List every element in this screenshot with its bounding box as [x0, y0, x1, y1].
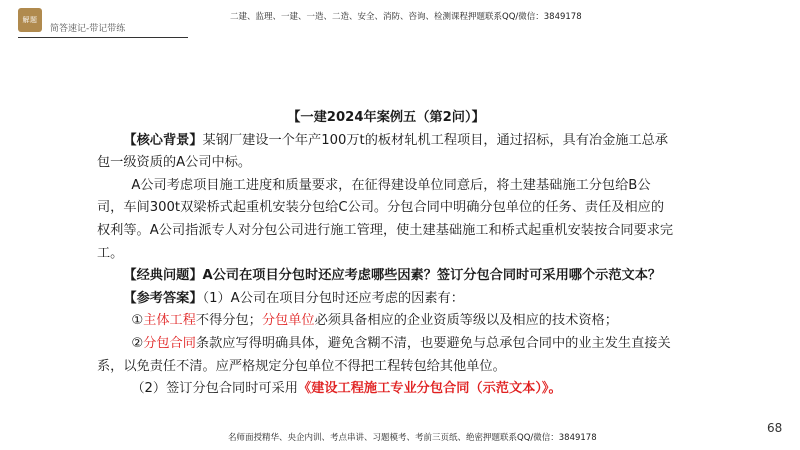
- highlight-term: 分包合同: [143, 335, 196, 351]
- highlight-term: 分包单位: [261, 313, 315, 329]
- background-text-2: A公司考虑项目施工进度和质量要求，在征得建设单位同意后，将土建基础施工分包给B公司，车间300t双梁桥式起重机安装分包给C公司。分包合同中明确分包单位的任务、责任及相应的权利等。A公司指派专人对分包公司进行施工管理，使土建基础施工和桥式起重机安装按合同要求完工。: [97, 177, 674, 261]
- footer-banner: 名师面授精华、央企内训、考点串讲、习题模考、考前三页纸、绝密押题联系QQ/微信：3849178: [228, 433, 597, 443]
- background-paragraph-2: [97, 175, 675, 265]
- item-text: 必须具备相应的企业资质等级以及相应的技术资格；: [314, 313, 618, 329]
- item-text: 不得分包；: [195, 313, 262, 329]
- item-text: 条款应写得明确具体，避免含糊不清，也要避免与总承包合同中的业主发生直接关系，以免责任不清。应严格规定分包单位不得把工程转包给其他单位。: [97, 335, 671, 374]
- header-banner: 二建、监理、一建、一造、二造、安全、消防、咨询、检测课程押题联系QQ/微信：3849178: [230, 12, 582, 22]
- brand-logo: 解题: [18, 8, 42, 32]
- slide-content: [97, 107, 675, 401]
- brand-name: 简答速记-带记带练: [50, 24, 126, 34]
- answer-part-2: [97, 378, 675, 401]
- answer-item-1: [97, 310, 675, 333]
- item-number: ②: [131, 335, 144, 351]
- background-text: 某钢厂建设一个年产100万t的板材轧机工程项目，通过招标，具有冶金施工总承包一级资质的A公司中标。: [97, 132, 669, 171]
- part2-suffix: 。: [548, 381, 562, 397]
- question-paragraph: [97, 265, 675, 288]
- model-text-name: 《建设工程施工专业分包合同（示范文本）》: [297, 381, 549, 397]
- item-number: ①: [131, 313, 144, 329]
- part2-prefix: （2）签订分包合同时可采用: [131, 381, 298, 397]
- highlight-term: 主体工程: [143, 313, 196, 329]
- background-paragraph: [97, 130, 675, 175]
- case-title: 【一建2024年案例五（第2问）】: [287, 110, 485, 125]
- answer-item-2: [97, 333, 675, 378]
- background-label: 【核心背景】: [123, 132, 203, 148]
- answer-label: 【参考答案】: [123, 290, 203, 306]
- question-label: 【经典问题】: [123, 268, 203, 284]
- question-text: A公司在项目分包时还应考虑哪些因素？签订分包合同时可采用哪个示范文本？: [202, 268, 662, 284]
- answer-intro-paragraph: [97, 288, 675, 311]
- page-number: 68: [767, 421, 783, 435]
- header-divider: [18, 37, 188, 38]
- answer-intro: （1）A公司在项目分包时还应考虑的因素有：: [202, 290, 464, 306]
